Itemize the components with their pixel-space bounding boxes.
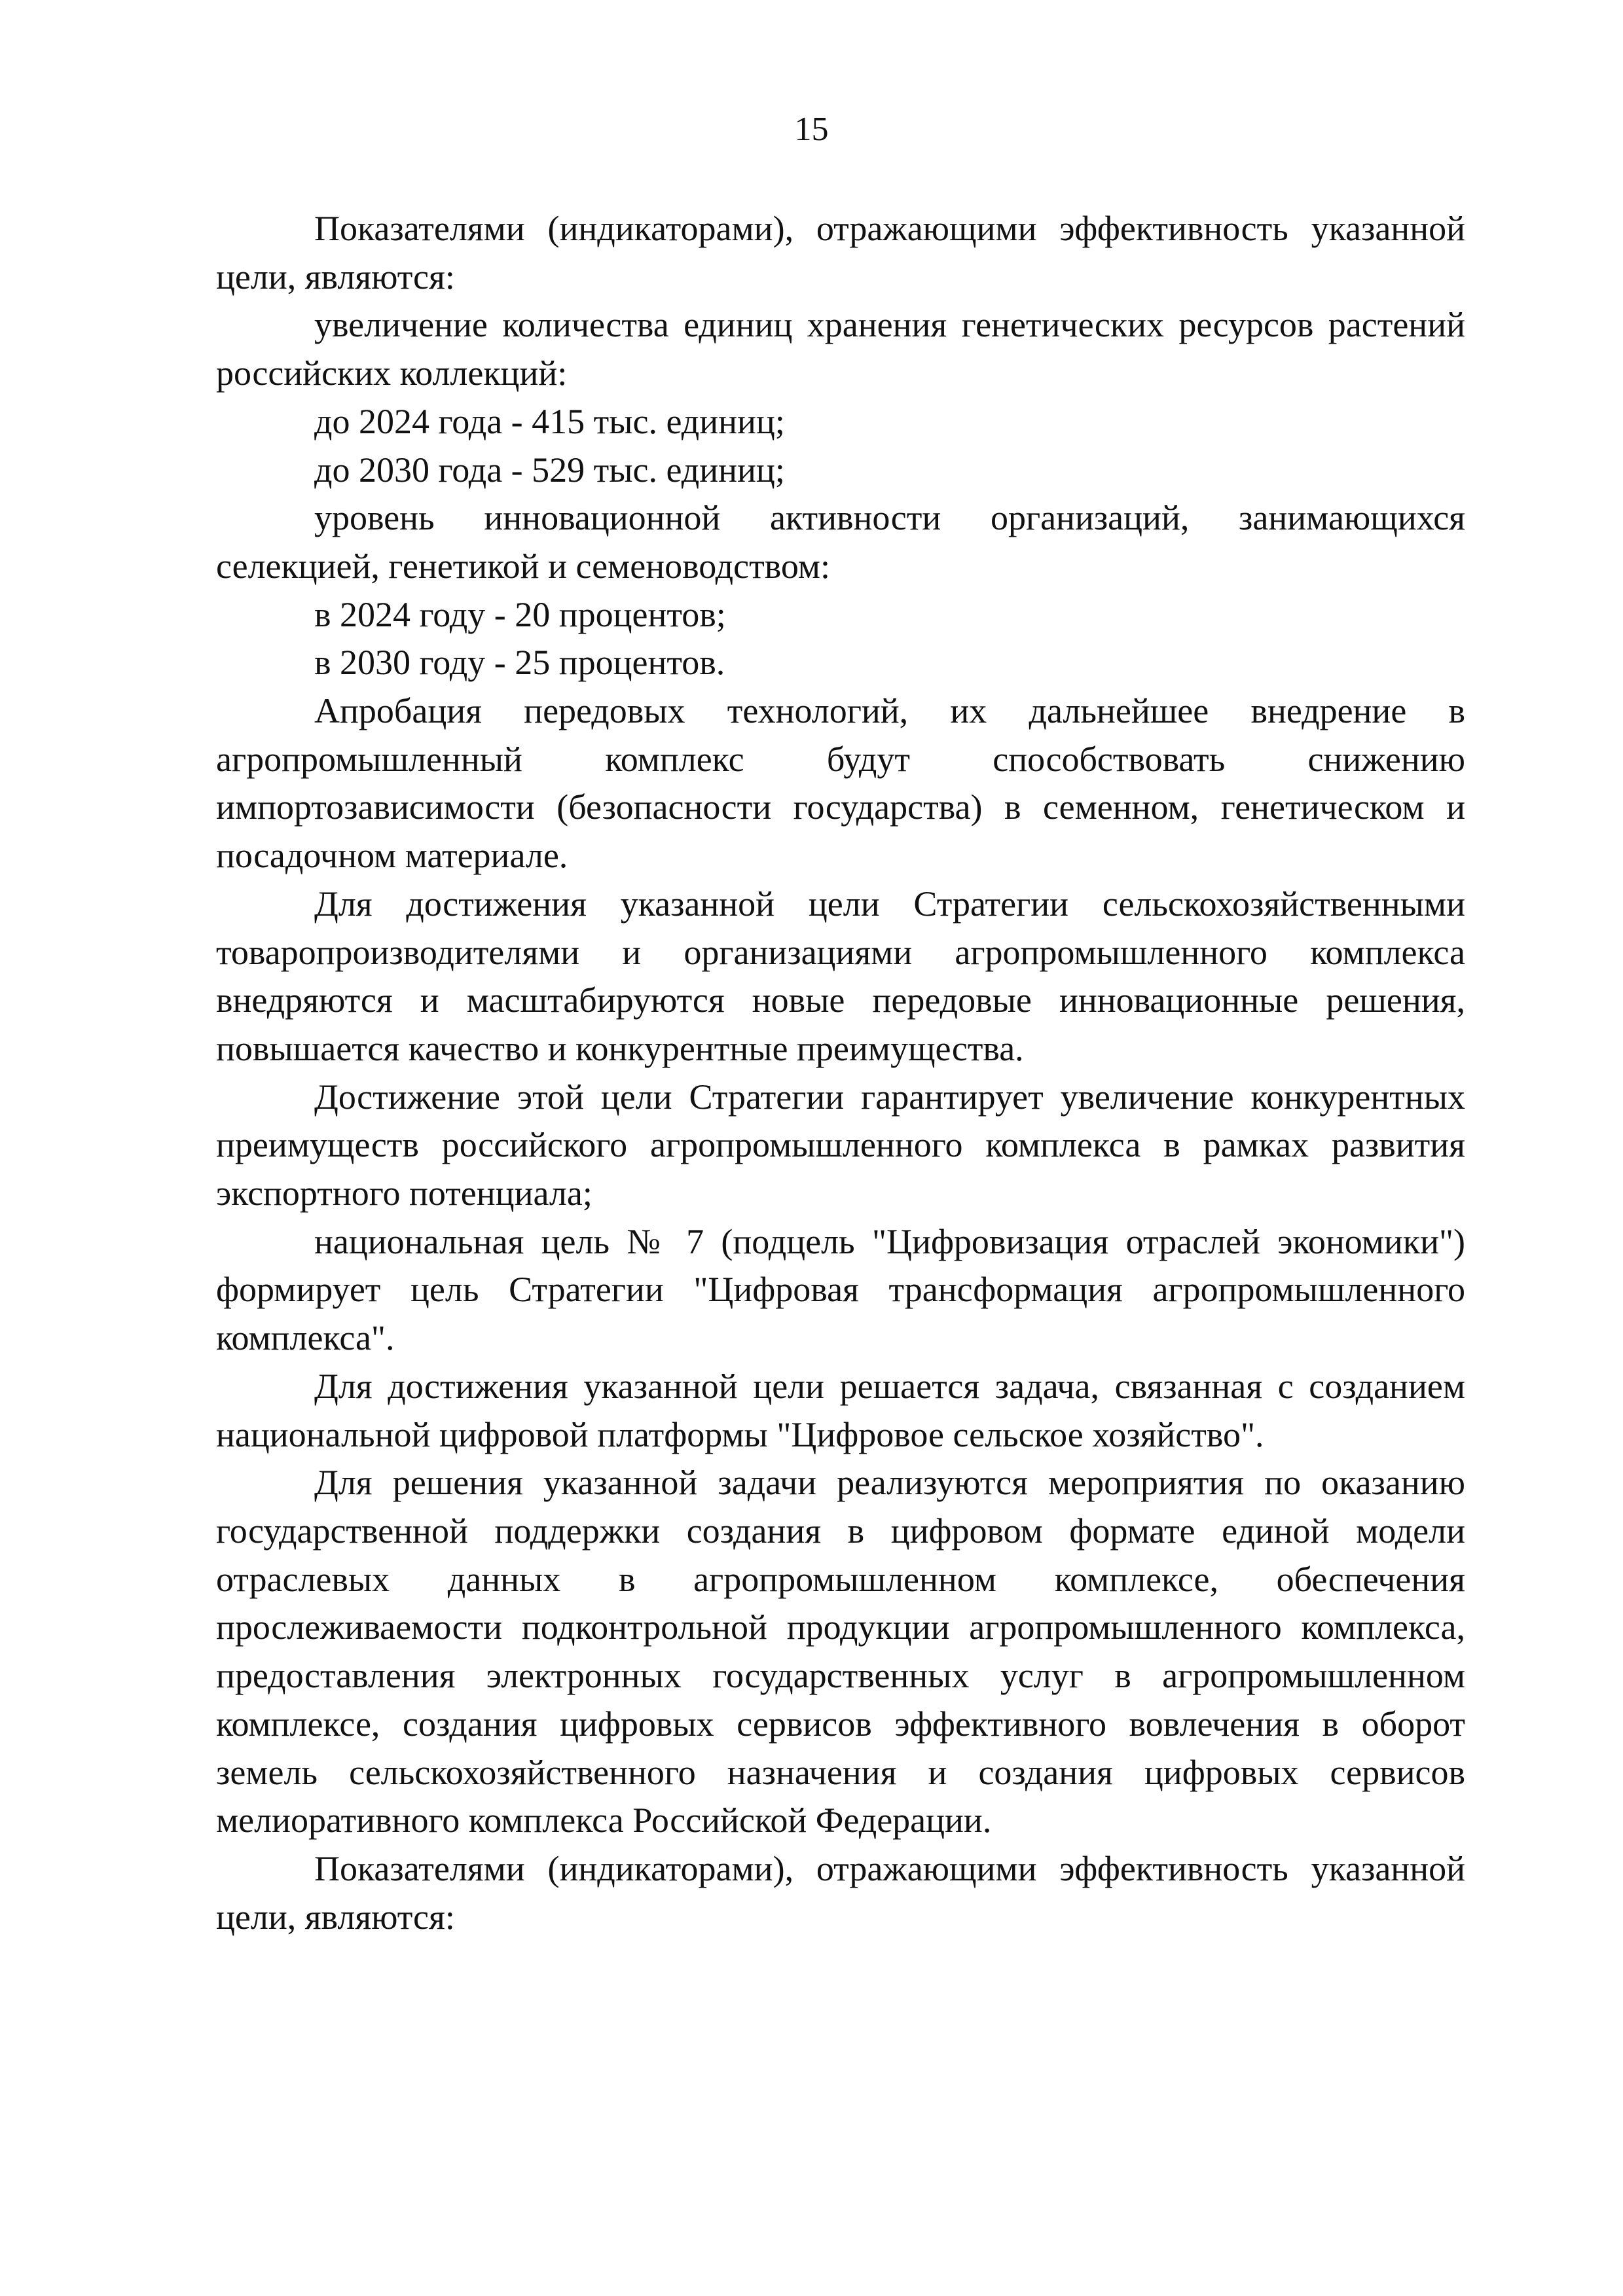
paragraph-genetic-resources: увеличение количества единиц хранения генетических ресурсов растений российских коллекций: [216,305,1465,393]
paragraph-indicators-intro: Показателями (индикаторами), отражающими эффективность указанной цели, являются: [216,209,1465,296]
paragraph-2030-units: до 2030 года - 529 тыс. единиц; [314,450,785,490]
paragraph-strategy-goal: Для достижения указанной цели Стратегии сельскохозяйственными товаропроизводителями и организациями агропромышленного комплекса внедряются и масштабируются новые передовые инновационные решения, повышается качество и конкурентные преимущества. [216,884,1465,1068]
paragraph-technology-testing: Апробация передовых технологий, их дальнейшее внедрение в агропромышленный комплекс будут способствовать снижению импортозависимости (безопасности государства) в семенном, генетическом и посадочном материале. [216,691,1465,876]
paragraph-innovation-level: уровень инновационной активности организаций, занимающихся селекцией, генетикой и семеноводством: [216,498,1465,586]
paragraph-2024-units: до 2024 года - 415 тыс. единиц; [314,401,785,441]
paragraph-national-goal-7: национальная цель № 7 (подцель "Цифровизация отраслей экономики") формирует цель Стратегии "Цифровая трансформация агропромышленного комплекса". [216,1221,1465,1358]
paragraph-competitive-advantage: Достижение этой цели Стратегии гарантирует увеличение конкурентных преимуществ российского агропромышленного комплекса в рамках развития экспортного потенциала; [216,1077,1465,1213]
document-body [216,205,1465,1941]
page-number: 15 [794,111,829,148]
paragraph-measures: Для решения указанной задачи реализуются мероприятия по оказанию государственной поддержки создания в цифровом формате единой модели отраслевых данных в агропромышленном комплексе, обеспечения прослеживаемости подконтрольной продукции агропромышленного комплекса, предоставления электронных государственных услуг в агропромышленном комплексе, создания цифровых сервисов эффективного вовлечения в оборот земель сельскохозяйственного назначения и создания цифровых сервисов мелиоративного комплекса Российской Федерации. [216,1463,1465,1840]
paragraph-2024-percent: в 2024 году - 20 процентов; [314,594,726,634]
paragraph-digital-platform-task: Для достижения указанной цели решается задача, связанная с созданием национальной цифровой платформы "Цифровое сельское хозяйство". [216,1366,1465,1454]
paragraph-2030-percent: в 2030 году - 25 процентов. [314,643,725,683]
paragraph-indicators-outro: Показателями (индикаторами), отражающими эффективность указанной цели, являются: [216,1848,1465,1937]
